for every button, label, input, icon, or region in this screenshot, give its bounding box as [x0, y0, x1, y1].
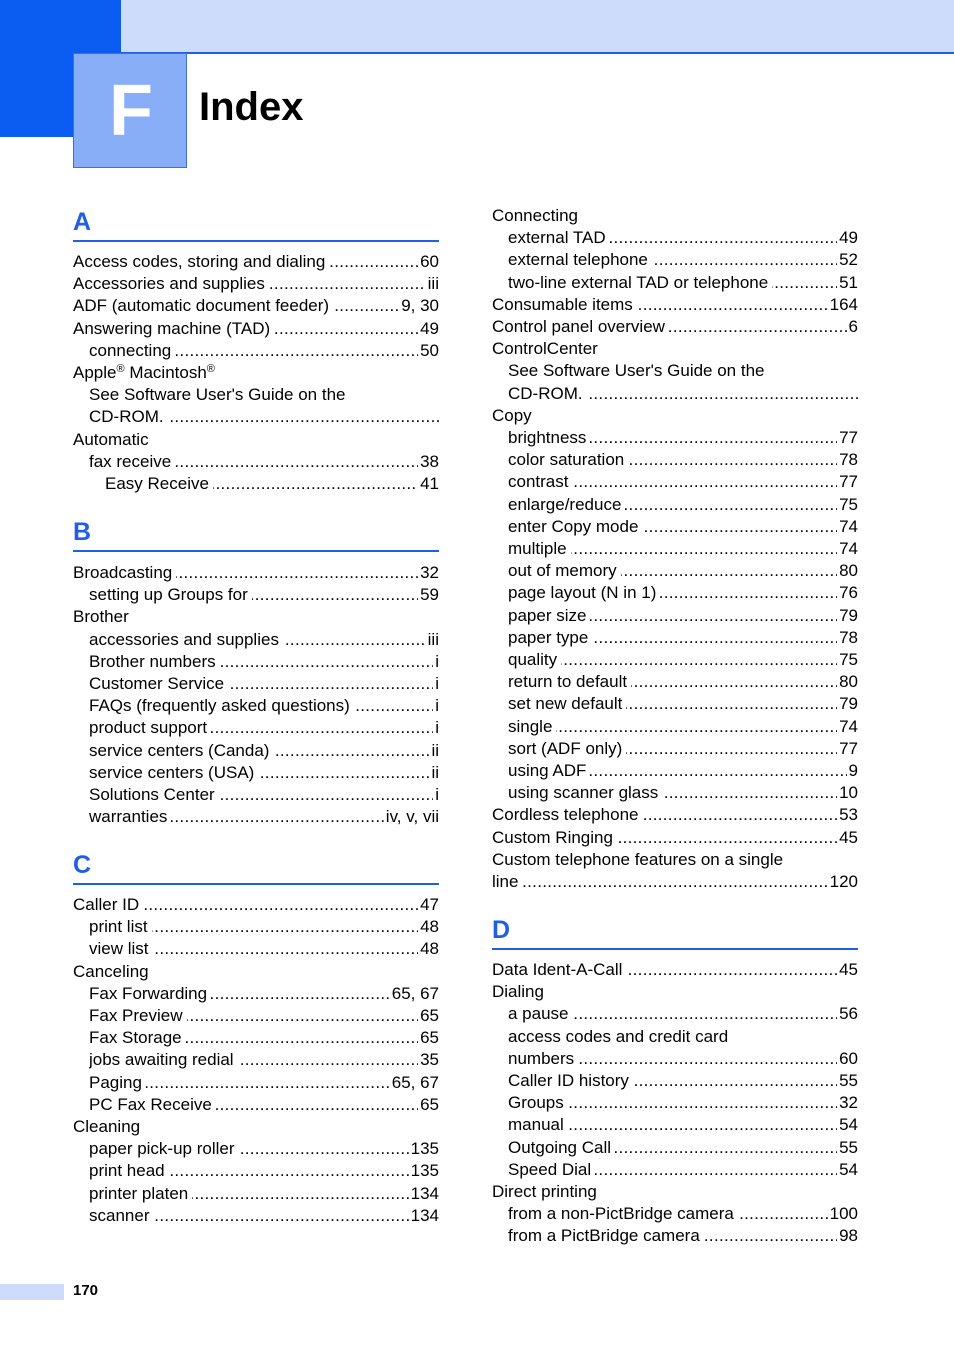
- chapter-tab: [73, 53, 187, 168]
- index-entry: [89, 673, 439, 695]
- index-entry-text: Data Ident-A-Call: [492, 960, 626, 979]
- index-entry: [73, 894, 439, 916]
- index-entry-text: Direct printing: [492, 1182, 601, 1201]
- index-entry-text: Answering machine (TAD): [73, 319, 274, 338]
- index-entry: [508, 1070, 858, 1092]
- page-number: 170: [73, 1282, 99, 1299]
- index-entry: [73, 562, 439, 584]
- index-entry-page: 35: [420, 1050, 439, 1070]
- index-entry-page: 9: [848, 761, 858, 780]
- index-entry-text: Copy: [492, 406, 536, 425]
- index-entry-text: Fax Forwarding: [89, 984, 211, 1003]
- index-entry: [508, 449, 858, 471]
- index-entry: [508, 1203, 858, 1225]
- index-entry-text: single: [508, 717, 556, 736]
- index-entry: [73, 251, 439, 273]
- index-entry-page: 74: [839, 716, 858, 736]
- index-entry-text: Automatic: [73, 430, 153, 449]
- index-entry-text: See Software User's Guide on the: [89, 385, 350, 404]
- index-entry-text: accessories and supplies: [89, 630, 283, 649]
- index-entry-text: external TAD: [508, 228, 610, 247]
- index-entry: [508, 605, 858, 627]
- index-entry-text: setting up Groups for: [89, 585, 252, 604]
- index-entry-page: 65, 67: [391, 1072, 439, 1092]
- index-entry: [508, 716, 858, 738]
- index-entry-page: 45: [839, 827, 858, 847]
- index-entry-text: paper type: [508, 628, 592, 647]
- index-entry-text: enlarge/reduce: [508, 495, 625, 514]
- index-entry-text: Fax Storage: [89, 1028, 186, 1047]
- index-entry-text: from a PictBridge camera: [508, 1226, 704, 1245]
- index-entry-text: Caller ID history: [508, 1071, 633, 1090]
- index-entry-text: paper size: [508, 606, 590, 625]
- index-entry: [508, 782, 858, 804]
- index-entry: [89, 1072, 439, 1094]
- index-entry: [105, 473, 439, 495]
- index-entry-text: Dialing: [492, 982, 548, 1001]
- index-entry-text: quality: [508, 650, 561, 669]
- index-entry: [73, 362, 439, 384]
- index-entry-text: Caller ID: [73, 895, 143, 914]
- index-entry-page: 98: [839, 1226, 858, 1246]
- index-entry-page: 45: [839, 960, 858, 979]
- index-entry-page: 75: [839, 650, 858, 669]
- index-entry-text: Canceling: [73, 962, 153, 981]
- index-entry-text: print head: [89, 1161, 169, 1180]
- index-entry-text: Cleaning: [73, 1117, 144, 1136]
- index-entry: [508, 272, 858, 294]
- index-entry-text: service centers (Canda): [89, 741, 273, 760]
- index-entry-text: ADF (automatic document feeder): [73, 296, 333, 315]
- index-entry-page: 164: [829, 294, 858, 314]
- index-entry: [89, 629, 439, 651]
- index-entry-page: 9, 30: [401, 296, 439, 316]
- index-entry: [508, 693, 858, 715]
- index-entry-page: i: [435, 785, 439, 804]
- index-entry: [89, 1183, 439, 1205]
- index-entry: [73, 429, 439, 451]
- index-entry-text: contrast: [508, 472, 572, 491]
- index-entry-page: 65: [420, 1094, 439, 1114]
- header-bar: [121, 0, 954, 54]
- index-entry: [89, 1205, 439, 1227]
- index-entry-page: ii: [431, 740, 439, 760]
- index-entry-page: iii: [427, 274, 439, 294]
- index-entry-text: page layout (N in 1): [508, 583, 660, 602]
- index-entry: [508, 738, 858, 760]
- index-entry: [508, 249, 858, 271]
- index-entry-text: Broadcasting: [73, 563, 176, 582]
- index-entry-text: Apple® Macintosh®: [73, 363, 219, 382]
- index-entry-text: See Software User's Guide on the: [508, 361, 769, 380]
- index-entry: [508, 360, 858, 382]
- index-entry-page: 135: [410, 1139, 439, 1159]
- index-entry-text: connecting: [89, 341, 175, 360]
- index-entry-page: 32: [420, 563, 439, 582]
- section-letter: B: [73, 518, 92, 546]
- index-entry-text: set new default: [508, 694, 626, 713]
- index-entry-text: return to default: [508, 672, 631, 691]
- index-entry-text: Accessories and supplies: [73, 274, 269, 293]
- index-entry: [89, 1160, 439, 1182]
- index-entry: [508, 1225, 858, 1247]
- index-entry: [89, 717, 439, 739]
- index-entry-page: 79: [839, 605, 858, 625]
- section-heading: [73, 518, 439, 552]
- index-entry: [508, 1159, 858, 1181]
- index-entry-text: print list: [89, 917, 152, 936]
- index-entry: [508, 516, 858, 538]
- index-entry: [492, 871, 858, 893]
- index-entry-text: paper pick-up roller: [89, 1139, 239, 1158]
- index-entry: [89, 784, 439, 806]
- index-entry-page: 54: [839, 1159, 858, 1179]
- index-entry-text: view list: [89, 939, 153, 958]
- index-entry-page: 49: [839, 228, 858, 248]
- index-entry: [508, 383, 858, 405]
- index-entry-page: i: [435, 651, 439, 671]
- index-entry-page: 48: [420, 917, 439, 937]
- index-entry: [89, 1138, 439, 1160]
- index-entry-page: 49: [420, 318, 439, 338]
- chapter-letter: F: [109, 71, 153, 151]
- index-entry: [508, 582, 858, 604]
- index-entry: [89, 406, 439, 428]
- index-entry-text: Speed Dial: [508, 1160, 595, 1179]
- index-entry-text: ControlCenter: [492, 339, 602, 358]
- index-entry: [89, 584, 439, 606]
- page-title: Index: [199, 85, 304, 129]
- index-entry: [508, 471, 858, 493]
- index-entry-page: 100: [829, 1204, 858, 1224]
- index-entry-page: 80: [839, 672, 858, 692]
- index-entry: [492, 981, 858, 1003]
- index-entry-text: out of memory: [508, 561, 621, 580]
- index-entry: [492, 316, 858, 338]
- index-entry-text: from a non-PictBridge camera: [508, 1204, 738, 1223]
- index-entry: [73, 318, 439, 340]
- index-entry-text: PC Fax Receive: [89, 1095, 216, 1114]
- index-entry: [89, 1027, 439, 1049]
- index-entry-page: 48: [420, 939, 439, 959]
- index-entry-text: multiple: [508, 539, 571, 558]
- index-entry-text: Custom Ringing: [492, 828, 617, 847]
- index-entry: [89, 1094, 439, 1116]
- section-heading: [73, 851, 439, 885]
- index-entry: [508, 671, 858, 693]
- index-entry-page: 52: [839, 250, 858, 270]
- index-entry-text: Easy Receive: [105, 474, 213, 493]
- index-entry: [508, 1114, 858, 1136]
- index-entry: [89, 651, 439, 673]
- index-entry-page: 41: [420, 474, 439, 493]
- index-entry-text: scanner: [89, 1206, 153, 1225]
- index-entry: [89, 384, 439, 406]
- index-entry: [508, 1048, 858, 1070]
- index-entry-page: 60: [420, 252, 439, 271]
- index-entry-page: 6: [848, 317, 858, 336]
- index-entry: [492, 959, 858, 981]
- index-entry: [73, 295, 439, 317]
- section-heading: [73, 208, 439, 242]
- index-entry-page: 65: [420, 1006, 439, 1025]
- index-entry-page: 60: [839, 1048, 858, 1068]
- index-entry: [492, 804, 858, 826]
- index-entry: [508, 427, 858, 449]
- index-entry-text: fax receive: [89, 452, 175, 471]
- index-entry-page: 10: [839, 783, 858, 803]
- index-entry-page: 55: [839, 1071, 858, 1090]
- index-entry-page: 76: [839, 583, 858, 603]
- index-entry-text: warranties: [89, 807, 171, 826]
- index-entry-text: brightness: [508, 428, 590, 447]
- index-entry: [89, 762, 439, 784]
- index-entry-page: 59: [420, 585, 439, 605]
- index-entry: [508, 627, 858, 649]
- index-entry: [508, 538, 858, 560]
- index-entry-page: iv, v, vii: [385, 807, 439, 827]
- index-entry-page: 75: [839, 494, 858, 514]
- index-entry-text: external telephone: [508, 250, 652, 269]
- index-entry-page: 74: [839, 516, 858, 536]
- index-entry: [89, 451, 439, 473]
- index-entry: [89, 806, 439, 828]
- index-entry-page: iii: [427, 629, 439, 649]
- index-entry: [492, 1181, 858, 1203]
- index-entry: [508, 1137, 858, 1159]
- index-entry-page: 47: [420, 895, 439, 914]
- section-letter: D: [492, 916, 511, 944]
- index-entry-page: 53: [839, 805, 858, 825]
- index-entry-page: 77: [839, 472, 858, 492]
- index-entry-text: a pause: [508, 1004, 573, 1023]
- index-entry-page: 120: [829, 872, 858, 891]
- index-entry-page: 80: [839, 561, 858, 581]
- index-entry: [73, 606, 439, 628]
- index-entry: [89, 916, 439, 938]
- index-entry-text: Cordless telephone: [492, 805, 642, 824]
- index-entry: [492, 827, 858, 849]
- index-entry-text: Access codes, storing and dialing: [73, 252, 329, 271]
- index-entry: [89, 740, 439, 762]
- index-entry: [508, 494, 858, 516]
- index-entry-text: Control panel overview: [492, 317, 669, 336]
- index-entry-page: 50: [420, 340, 439, 360]
- section-letter: A: [73, 208, 92, 236]
- index-entry-text: service centers (USA): [89, 763, 258, 782]
- index-entry-page: 32: [839, 1093, 858, 1113]
- index-entry-text: Brother numbers: [89, 652, 220, 671]
- index-entry: [508, 1026, 858, 1048]
- index-entry-text: enter Copy mode: [508, 517, 642, 536]
- index-entry-text: Brother: [73, 607, 133, 626]
- index-entry-page: 74: [839, 539, 858, 558]
- index-entry-page: 78: [839, 627, 858, 647]
- index-entry: [492, 205, 858, 227]
- index-entry-text: using ADF: [508, 761, 590, 780]
- index-entry-text: numbers: [508, 1049, 578, 1068]
- section-heading: [492, 916, 858, 950]
- index-entry: [73, 961, 439, 983]
- index-entry-text: Solutions Center: [89, 785, 219, 804]
- index-entry-text: Groups: [508, 1093, 568, 1112]
- index-entry: [89, 340, 439, 362]
- index-entry-text: Connecting: [492, 206, 582, 225]
- index-entry: [89, 695, 439, 717]
- index-entry-page: 77: [839, 428, 858, 447]
- index-entry-text: printer platen: [89, 1184, 192, 1203]
- index-entry-text: color saturation: [508, 450, 628, 469]
- index-entry: [89, 983, 439, 1005]
- index-entry: [89, 1049, 439, 1071]
- index-entry-page: 38: [420, 451, 439, 471]
- index-entry-page: 65: [420, 1028, 439, 1048]
- index-entry-page: 79: [839, 694, 858, 714]
- index-entry-page: 134: [410, 1183, 439, 1203]
- index-entry-page: 54: [839, 1115, 858, 1135]
- index-entry: [508, 1092, 858, 1114]
- index-entry-page: 134: [410, 1205, 439, 1225]
- index-entry-page: 51: [839, 272, 858, 292]
- index-entry-text: Custom telephone features on a single: [492, 850, 787, 869]
- index-entry-text: jobs awaiting redial: [89, 1050, 238, 1069]
- section-letter: C: [73, 851, 92, 879]
- index-entry: [508, 1003, 858, 1025]
- index-entry-text: Fax Preview: [89, 1006, 187, 1025]
- index-entry: [508, 760, 858, 782]
- index-entry-text: sort (ADF only): [508, 739, 626, 758]
- index-entry-text: manual: [508, 1115, 568, 1134]
- footer-tab: [0, 1284, 64, 1300]
- index-entry-page: 55: [839, 1137, 858, 1157]
- index-entry-text: using scanner glass: [508, 783, 662, 802]
- index-entry-text: CD-ROM.: [508, 384, 587, 403]
- index-entry-text: access codes and credit card: [508, 1027, 732, 1046]
- index-entry-page: i: [435, 674, 439, 693]
- index-entry: [492, 849, 858, 871]
- index-entry-page: i: [435, 718, 439, 738]
- index-entry: [492, 338, 858, 360]
- index-entry-text: Customer Service: [89, 674, 228, 693]
- index-entry-page: i: [435, 696, 439, 716]
- index-entry-text: product support: [89, 718, 211, 737]
- index-entry-text: two-line external TAD or telephone: [508, 273, 772, 292]
- index-entry-text: Consumable items: [492, 295, 637, 314]
- index-entry-page: 65, 67: [391, 983, 439, 1003]
- index-entry: [73, 273, 439, 295]
- index-entry: [89, 1005, 439, 1027]
- index-entry-text: Paging: [89, 1073, 146, 1092]
- index-entry-page: 77: [839, 738, 858, 758]
- index-entry-page: 56: [839, 1004, 858, 1024]
- index-entry-text: Outgoing Call: [508, 1138, 615, 1157]
- index-entry: [508, 227, 858, 249]
- index-entry-text: FAQs (frequently asked questions): [89, 696, 354, 715]
- index-entry: [73, 1116, 439, 1138]
- index-entry: [89, 938, 439, 960]
- index-entry: [508, 649, 858, 671]
- index-entry: [492, 294, 858, 316]
- index-entry-page: ii: [431, 762, 439, 782]
- index-entry-page: 78: [839, 450, 858, 470]
- index-entry-text: line: [492, 872, 522, 891]
- index-entry: [492, 405, 858, 427]
- index-entry-text: CD-ROM.: [89, 407, 168, 426]
- index-entry: [508, 560, 858, 582]
- index-entry-page: 135: [410, 1161, 439, 1181]
